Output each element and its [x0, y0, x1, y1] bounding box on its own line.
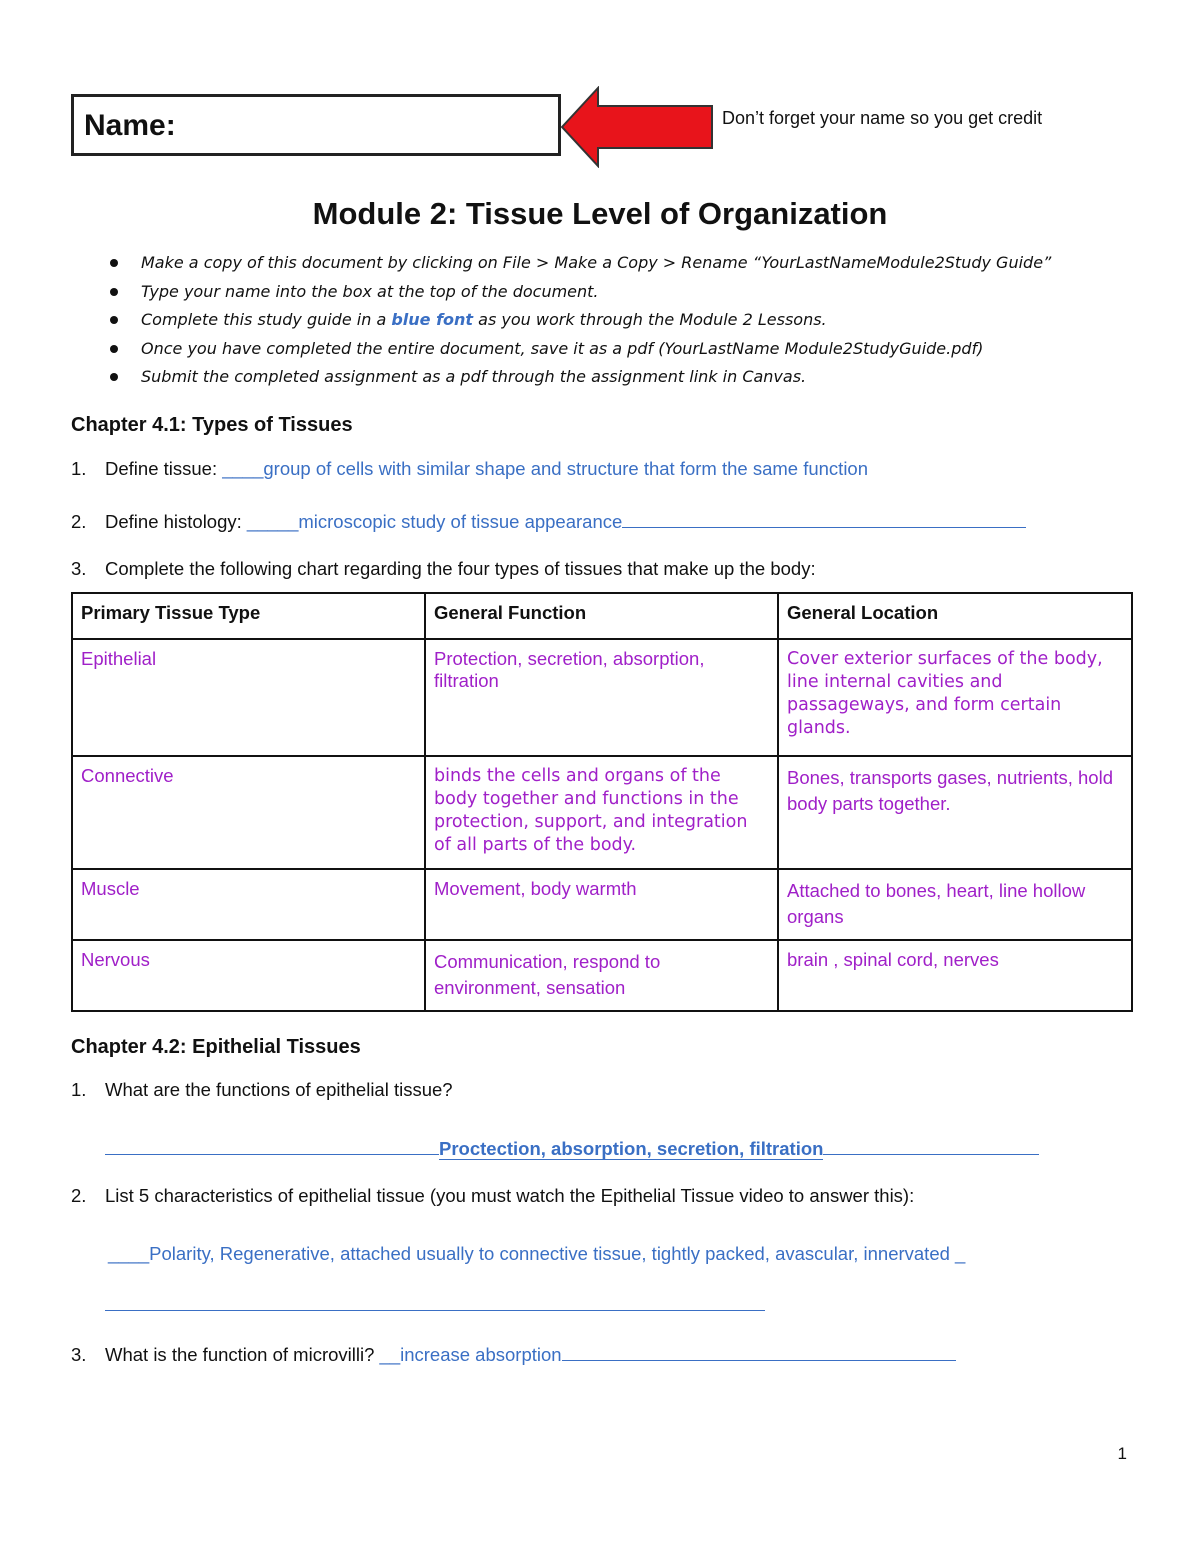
- instruction-item: Type your name into the box at the top of the document.: [110, 278, 1051, 307]
- page-title: Module 2: Tissue Level of Organization: [312, 196, 888, 231]
- instruction-item: Make a copy of this document by clicking on File > Make a Copy > Rename “YourLastNameModule2Study Guide”: [110, 249, 1051, 278]
- table-cell[interactable]: Connective: [72, 756, 425, 869]
- answer-underline: [105, 1136, 439, 1155]
- question-define-tissue: 1. Define tissue: ____group of cells with similar shape and structure that form the same function: [71, 458, 869, 479]
- question-epithelial-functions: 1. What are the functions of epithelial tissue?: [71, 1079, 453, 1100]
- table-cell[interactable]: Nervous: [72, 940, 425, 1011]
- question-define-histology: 2. Define histology: _____microscopic study of tissue appearance: [71, 509, 1026, 533]
- answer-tissue[interactable]: group of cells with similar shape and structure that form the same function: [263, 458, 869, 479]
- answer-line-functions: [105, 1136, 1039, 1160]
- instruction-item: Complete this study guide in a blue font as you work through the Module 2 Lessons.: [110, 306, 1051, 335]
- instructions-list: [110, 249, 1051, 392]
- table-header: Primary Tissue Type: [72, 593, 425, 639]
- answer-underline: [823, 1136, 1039, 1155]
- table-row: [72, 940, 1132, 1011]
- instruction-item: Once you have completed the entire document, save it as a pdf (YourLastName Module2StudyGuide.pdf): [110, 335, 1051, 364]
- answer-histology[interactable]: microscopic study of tissue appearance: [298, 511, 623, 532]
- chapter-4-1-heading: Chapter 4.1: Types of Tissues: [71, 414, 353, 436]
- table-header: General Function: [425, 593, 778, 639]
- bullet-icon: [110, 259, 118, 267]
- table-cell[interactable]: Movement, body warmth: [425, 869, 778, 940]
- question-microvilli: 3. What is the function of microvilli? __increase absorption: [71, 1342, 956, 1366]
- tissue-types-table: [71, 592, 1133, 1012]
- table-header-row: [72, 593, 1132, 639]
- table-cell[interactable]: Cover exterior surfaces of the body, line internal cavities and passageways, and form certain glands.: [778, 639, 1132, 756]
- table-cell[interactable]: Epithelial: [72, 639, 425, 756]
- bullet-icon: [110, 288, 118, 296]
- question-tissue-chart: 3. Complete the following chart regarding the four types of tissues that make up the body:: [71, 558, 816, 579]
- table-header: General Location: [778, 593, 1132, 639]
- question-epithelial-characteristics: 2. List 5 characteristics of epithelial tissue (you must watch the Epithelial Tissue video to answer this):: [71, 1185, 915, 1206]
- table-cell[interactable]: binds the cells and organs of the body together and functions in the protection, support, and integration of all parts of the body.: [425, 756, 778, 869]
- answer-underline: [622, 509, 1026, 528]
- bullet-icon: [110, 345, 118, 353]
- answer-microvilli[interactable]: increase absorption: [400, 1344, 562, 1365]
- table-row: [72, 869, 1132, 940]
- bullet-icon: [110, 373, 118, 381]
- chapter-4-2-heading: Chapter 4.2: Epithelial Tissues: [71, 1036, 361, 1058]
- table-cell[interactable]: Attached to bones, heart, line hollow organs: [778, 869, 1132, 940]
- answer-epithelial-characteristics[interactable]: Polarity, Regenerative, attached usually to connective tissue, tightly packed, avascular, innervated: [149, 1243, 950, 1264]
- blue-font-highlight: blue font: [391, 310, 474, 330]
- instruction-item: Submit the completed assignment as a pdf through the assignment link in Canvas.: [110, 363, 1051, 392]
- answer-underline: [105, 1310, 765, 1311]
- bullet-icon: [110, 316, 118, 324]
- table-cell[interactable]: Communication, respond to environment, sensation: [425, 940, 778, 1011]
- answer-epithelial-functions[interactable]: Proctection, absorption, secretion, filtration: [439, 1138, 824, 1159]
- table-row: [72, 639, 1132, 756]
- red-arrow-icon: [560, 86, 720, 168]
- name-reminder: Don’t forget your name so you get credit: [722, 108, 1043, 128]
- table-cell[interactable]: brain , spinal cord, nerves: [778, 940, 1132, 1011]
- page-number: 1: [1117, 1444, 1127, 1463]
- table-cell[interactable]: Bones, transports gases, nutrients, hold body parts together.: [778, 756, 1132, 869]
- table-cell[interactable]: Muscle: [72, 869, 425, 940]
- name-label: Name:: [84, 109, 176, 142]
- name-box[interactable]: [71, 94, 561, 156]
- answer-line-characteristics: ____Polarity, Regenerative, attached usually to connective tissue, tightly packed, avascular, innervated _: [108, 1243, 966, 1264]
- table-row: [72, 756, 1132, 869]
- table-cell[interactable]: Protection, secretion, absorption, filtration: [425, 639, 778, 756]
- answer-underline: [562, 1342, 956, 1361]
